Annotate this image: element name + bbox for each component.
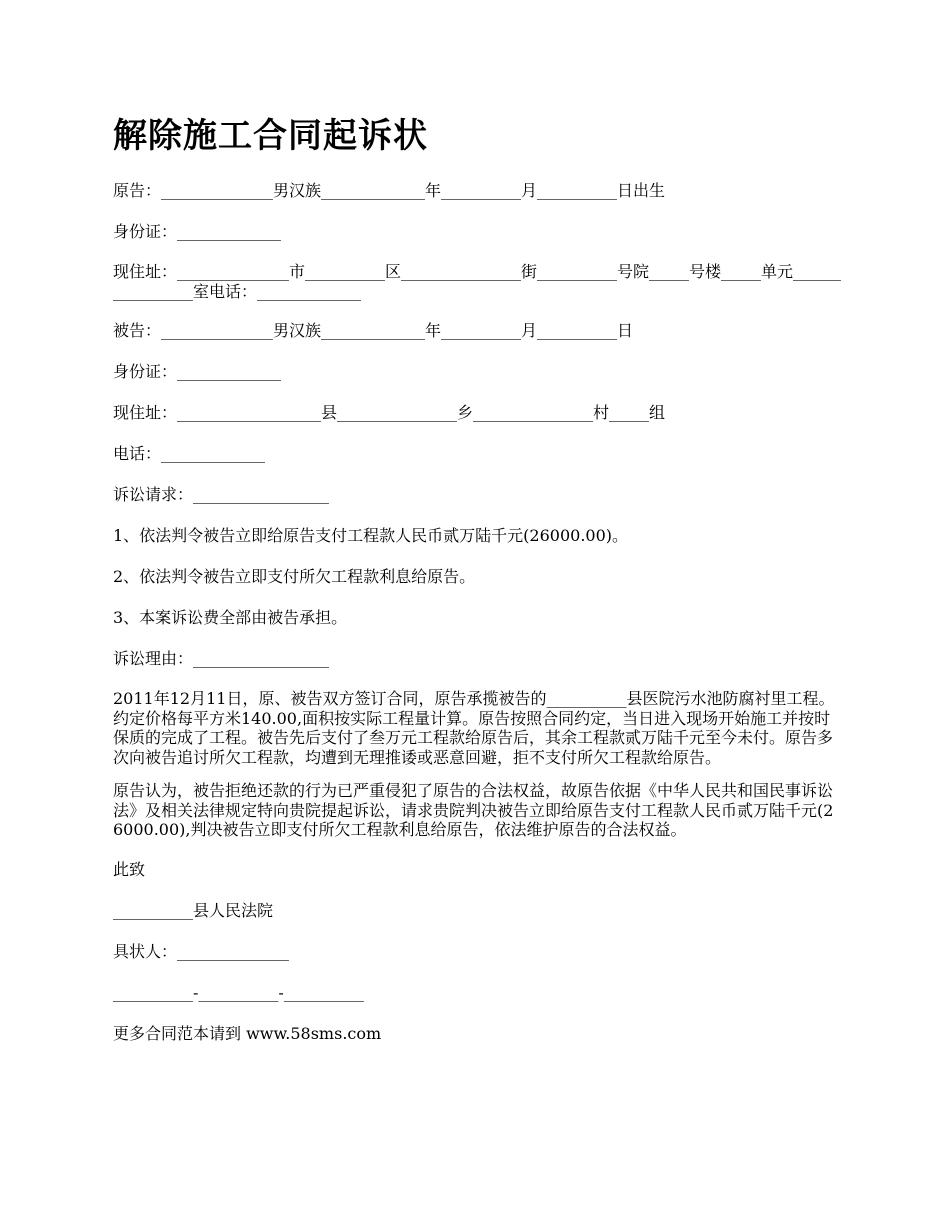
claim-item-2: 2、依法判令被告立即支付所欠工程款利息给原告。 (113, 567, 476, 586)
footer-link-line: 更多合同范本请到 www.58sms.com (113, 1023, 382, 1043)
claim-item-1: 1、依法判令被告立即给原告支付工程款人民币贰万陆千元(26000.00)。 (113, 526, 629, 545)
filer-line: 具状人：______________ (113, 941, 290, 961)
reasons-heading: 诉讼理由：_________________ (113, 649, 330, 668)
reasons-argument-paragraph: 原告认为，被告拒绝还款的行为已严重侵犯了原告的合法权益，故原告依据《中华人民共和国民事诉讼法》及相关法律规定特向贵院提起诉讼，请求贵院判决被告立即给原告支付工程款人民币贰万陆千元(26000.00),判决被告立即支付所欠工程款利息给原告，依法维护原告的合法权益。 (113, 781, 834, 839)
defendant-id-line: 身份证：_____________ (113, 362, 282, 381)
date-line: __________-__________-__________ (113, 982, 364, 1002)
defendant-phone-line: 电话：_____________ (113, 444, 266, 463)
document-title: 解除施工合同起诉状 (113, 116, 428, 156)
reasons-facts-paragraph: 2011年12月11日，原、被告双方签订合同，原告承揽被告的__________县医院污水池防腐衬里工程。约定价格每平方米140.00,面积按实际工程量计算。原告按照合同约定，当日进入现场开始施工并按时保质的完成了工程。被告先后支付了叁万元工程款给原告后，其余工程款贰万陆千元至今未付。原告多次向被告追讨所欠工程款，均遭到无理推诿或恶意回避，拒不支付所欠工程款给原告。 (113, 689, 835, 767)
claim-item-3: 3、本案诉讼费全部由被告承担。 (113, 608, 348, 627)
defendant-address-line: 现住址：__________________县_______________乡_______________村_____组 (113, 403, 666, 422)
plaintiff-address-line: 现住址：______________市__________区_______________街__________号院_____号楼_____单元________________室电话：_____________ (113, 262, 842, 301)
plaintiff-line: 原告：______________男汉族_____________年__________月__________日出生 (113, 181, 666, 200)
court-name-line: __________县人民法院 (113, 900, 274, 920)
closing-salutation: 此致 (113, 859, 146, 879)
document-page (113, 112, 843, 1064)
plaintiff-id-line: 身份证：_____________ (113, 222, 282, 241)
claims-heading: 诉讼请求：_________________ (113, 485, 330, 504)
defendant-line: 被告：______________男汉族_____________年__________月__________日 (113, 321, 634, 340)
